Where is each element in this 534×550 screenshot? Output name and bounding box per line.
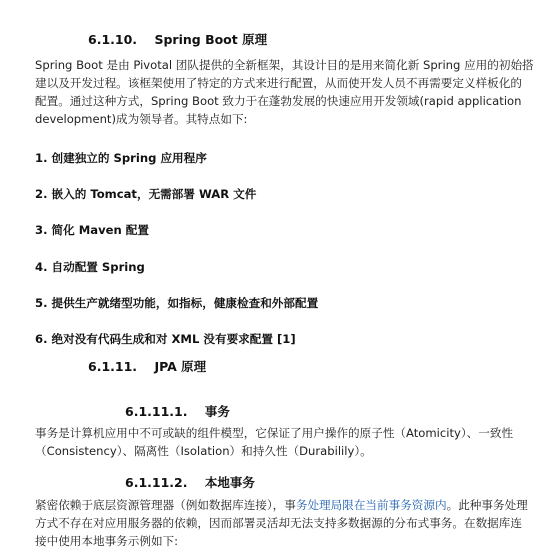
paragraph-line: 方式不存在对应用服务器的依赖，因而部署灵活却无法支持多数据源的分布式事务。在数据库连 — [35, 516, 522, 530]
text-run: 紧密依赖于底层资源管理器（例如数据库连接），事 — [35, 498, 296, 512]
paragraph-line: （Consistency）、隔离性（Isolation）和持久性（Durabilily）。 — [35, 444, 372, 458]
feature-item-5: 5. 提供生产就绪型功能，如指标，健康检查和外部配置 — [35, 296, 319, 310]
paragraph-line: 事务是计算机应用中不可或缺的组件模型，它保证了用户操作的原子性（Atomicity）、一致性 — [35, 426, 514, 440]
paragraph-line: 建以及开发过程。该框架使用了特定的方式来进行配置，从而使开发人员不再需要定义样板化的 — [35, 76, 522, 90]
text-run: 。此种事务处理 — [446, 498, 528, 512]
feature-item-6: 6. 绝对没有代码生成和对 XML 没有要求配置 [1] — [35, 332, 296, 346]
spring-boot-paragraph — [35, 56, 534, 128]
section-number: 6.1.11. — [88, 359, 138, 374]
feature-item-3: 3. 简化 Maven 配置 — [35, 223, 149, 237]
section-heading-jpa — [88, 357, 206, 375]
transaction-paragraph — [35, 424, 513, 460]
highlighted-text: 务处理局限在当前事务资源内 — [295, 498, 447, 512]
paragraph-line: 配置。通过这种方式，Spring Boot 致力于在蓬勃发展的快速应用开发领域(rapid application — [35, 94, 522, 108]
section-title: JPA 原理 — [154, 359, 207, 374]
paragraph-line — [35, 496, 528, 514]
section-title: 本地事务 — [204, 475, 255, 490]
section-number: 6.1.11.2. — [125, 475, 188, 490]
section-heading-spring-boot — [88, 30, 267, 48]
section-number: 6.1.10. — [88, 32, 138, 47]
section-number: 6.1.11.1. — [125, 404, 188, 419]
feature-item-2: 2. 嵌入的 Tomcat，无需部署 WAR 文件 — [35, 187, 257, 201]
paragraph-line: development)成为领导者。其特点如下: — [35, 112, 248, 126]
local-transaction-paragraph — [35, 496, 528, 550]
feature-item-1: 1. 创建独立的 Spring 应用程序 — [35, 151, 207, 165]
section-heading-local-transaction — [125, 473, 255, 491]
feature-item-4: 4. 自动配置 Spring — [35, 260, 145, 274]
paragraph-line: 接中使用本地事务示例如下: — [35, 534, 179, 548]
paragraph-line: Spring Boot 是由 Pivotal 团队提供的全新框架，其设计目的是用来简化新 Spring 应用的初始搭 — [35, 58, 534, 72]
section-heading-transaction — [125, 402, 230, 420]
section-title: Spring Boot 原理 — [154, 32, 268, 47]
section-title: 事务 — [204, 404, 230, 419]
